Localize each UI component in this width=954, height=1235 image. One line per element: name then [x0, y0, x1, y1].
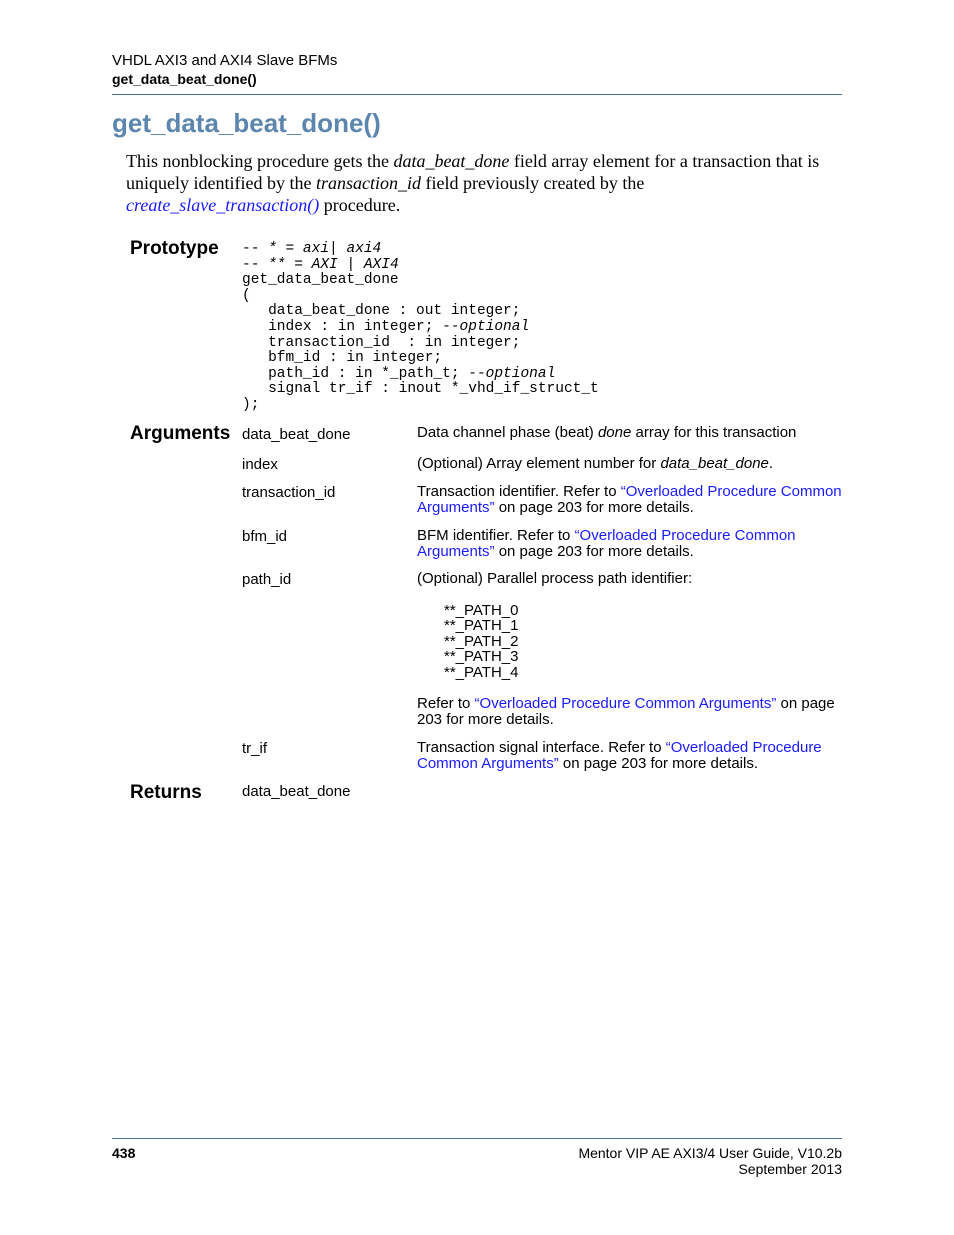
page-title: get_data_beat_done(): [112, 108, 381, 138]
arg-desc-text: Transaction identifier. Refer to: [417, 483, 621, 500]
arg-desc-refer: [417, 696, 842, 727]
code-line: data_beat_done : out integer;: [242, 303, 521, 320]
returns-value: data_beat_done: [242, 783, 351, 800]
code-comment: AXI4: [363, 256, 399, 273]
arg-name-data-beat-done: data_beat_done: [242, 426, 351, 443]
header-rule: [112, 94, 842, 95]
code-comment: --optional: [442, 318, 530, 335]
arg-desc-text: on page 203 for more details.: [494, 498, 694, 516]
path-id-value: **_PATH_1: [444, 617, 519, 634]
path-id-value: **_PATH_0: [444, 601, 519, 619]
arg-desc-text: on page 203 for more details.: [494, 542, 694, 560]
code-line: (: [242, 287, 251, 304]
overloaded-procedure-link[interactable]: “Overloaded Procedure Common Arguments”: [417, 527, 796, 560]
running-header-section: VHDL AXI3 and AXI4 Slave BFMs: [112, 52, 338, 69]
arg-desc-text: .: [768, 455, 774, 472]
path-id-value: **_PATH_4: [444, 663, 519, 681]
intro-text: procedure.: [319, 195, 401, 215]
running-header-topic: get_data_beat_done(): [112, 71, 257, 87]
prototype-label: Prototype: [130, 238, 219, 259]
code-comment: |: [346, 256, 364, 273]
arg-desc-transaction-id: [417, 484, 842, 515]
code-line: get_data_beat_done: [242, 272, 399, 289]
intro-text: field previously created by the: [420, 173, 645, 193]
arg-desc-index: [417, 456, 842, 472]
path-id-value: **_PATH_3: [444, 648, 519, 665]
intro-text: field array element for a transaction that is uniquely identified by the: [126, 151, 820, 193]
arg-desc-text: Refer to: [417, 695, 475, 712]
arg-name-transaction-id: transaction_id: [242, 484, 336, 501]
intro-text: This nonblocking procedure gets the: [126, 151, 394, 171]
intro-field-name: transaction_id: [315, 173, 421, 193]
arg-desc-term: data_beat_done: [660, 455, 769, 472]
arg-desc-text: Transaction signal interface. Refer to: [417, 739, 666, 756]
code-comment: --: [242, 241, 269, 257]
arg-desc-text: on page 203 for more details.: [558, 754, 759, 772]
footer-guide-title: Mentor VIP AE AXI3/4 User Guide, V10.2b: [578, 1145, 842, 1161]
code-comment: |: [329, 241, 347, 257]
code-line: bfm_id : in integer;: [242, 350, 443, 367]
arg-desc-text: Data channel phase (beat): [417, 424, 598, 441]
arg-desc-text: array for this transaction: [631, 424, 797, 441]
code-line: index : in integer;: [242, 318, 443, 335]
arg-name-bfm-id: bfm_id: [242, 528, 288, 545]
intro-field-name: data_beat_done: [393, 151, 510, 171]
code-comment: axi4: [346, 241, 382, 257]
arg-desc-path-id: [417, 571, 842, 727]
code-line: signal tr_if : inout *_vhd_if_struct_t: [242, 381, 599, 398]
code-comment: * = axi: [268, 241, 330, 257]
arg-desc-tr-if: [417, 740, 842, 771]
footer-rule: [112, 1138, 842, 1139]
arg-desc-term: done: [597, 424, 632, 441]
returns-label: Returns: [130, 782, 202, 803]
arg-desc-text: BFM identifier. Refer to: [417, 527, 575, 544]
path-id-value: **_PATH_2: [444, 632, 519, 650]
arg-name-path-id: path_id: [242, 571, 292, 588]
code-comment: ** = AXI: [268, 256, 347, 273]
arg-desc-text: (Optional) Parallel process path identifier:: [417, 570, 693, 587]
intro-paragraph: [126, 150, 842, 216]
code-line: path_id : in *_path_t;: [242, 365, 469, 382]
overloaded-procedure-link[interactable]: “Overloaded Procedure Common Arguments”: [474, 695, 777, 712]
footer-date: September 2013: [738, 1161, 842, 1177]
code-line: );: [242, 396, 260, 413]
create-slave-transaction-link[interactable]: create_slave_transaction(): [126, 195, 320, 215]
path-id-list: [444, 603, 842, 681]
page-number: 438: [112, 1145, 136, 1161]
arguments-label: Arguments: [130, 423, 231, 444]
arg-desc-data-beat-done: [417, 425, 842, 441]
code-comment: --optional: [468, 365, 556, 382]
overloaded-procedure-link[interactable]: “Overloaded Procedure Common Arguments”: [417, 739, 822, 772]
arg-desc-text: (Optional) Array element number for: [417, 455, 661, 472]
arg-desc-text: on page 203 for more details.: [417, 695, 835, 728]
code-line: transaction_id : in integer;: [242, 334, 521, 351]
arg-name-index: index: [242, 456, 278, 473]
overloaded-procedure-link[interactable]: “Overloaded Procedure Common Arguments”: [417, 483, 842, 516]
arg-desc-bfm-id: [417, 528, 842, 559]
prototype-code: [242, 242, 599, 414]
arg-name-tr-if: tr_if: [242, 740, 268, 757]
code-comment: --: [242, 256, 269, 273]
